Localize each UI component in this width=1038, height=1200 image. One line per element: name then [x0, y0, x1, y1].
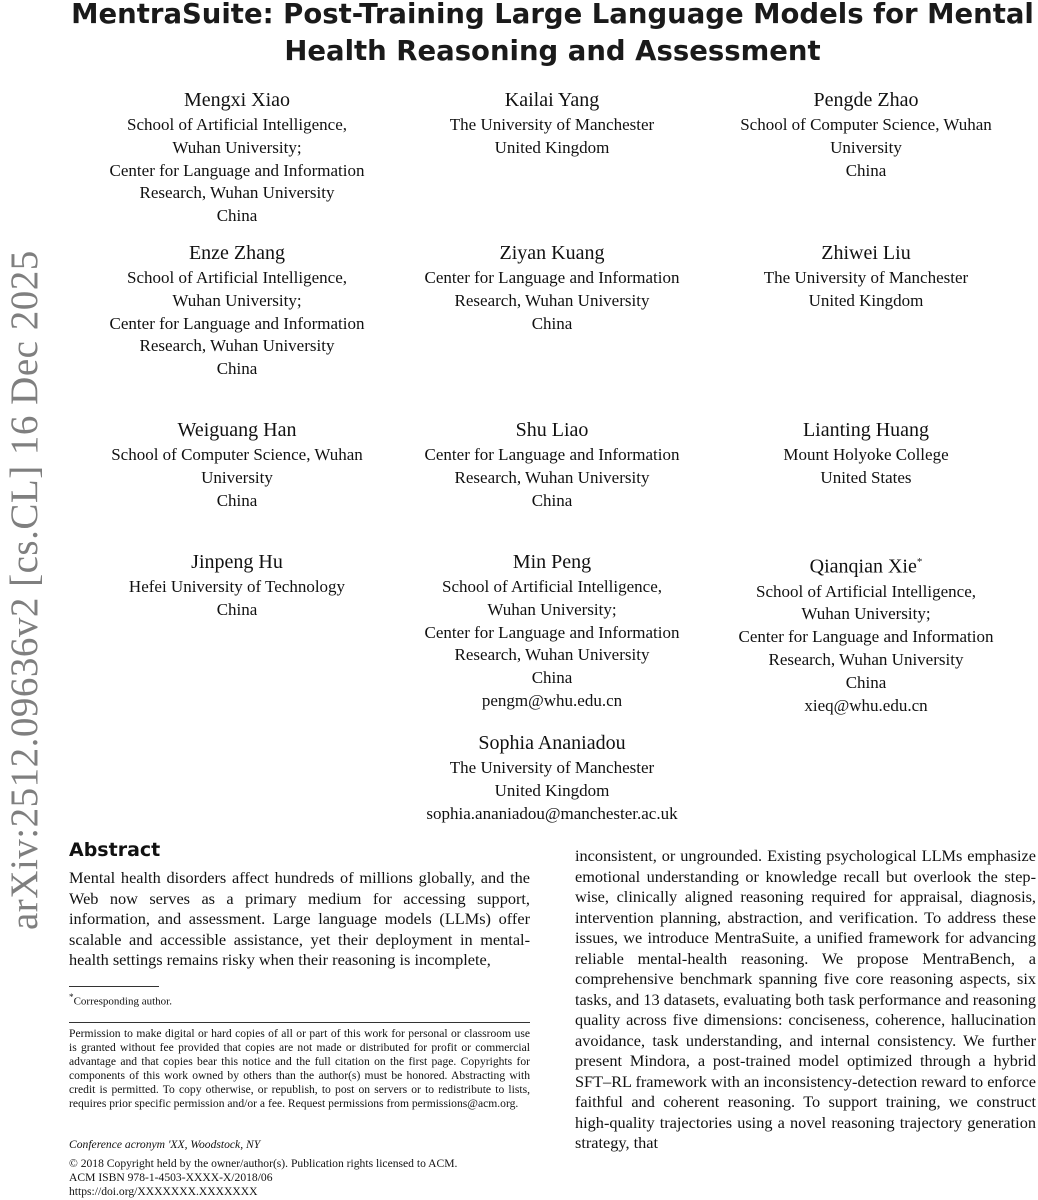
author-email: pengm@whu.edu.cn: [481, 690, 623, 710]
author-block: [392, 550, 712, 713]
author-name: Ziyan Kuang: [499, 242, 605, 264]
author-country: China: [216, 206, 258, 226]
copyright-line: © 2018 Copyright held by the owner/author(s). Publication rights licensed to ACM.: [69, 1157, 458, 1170]
author-name: Qianqian Xie*: [809, 555, 923, 578]
permission-rule: [69, 1022, 530, 1023]
author-country: China: [531, 668, 573, 688]
footnote: [69, 992, 172, 1008]
author-affiliation: Center for Language and Information: [738, 627, 994, 647]
author-block: [706, 241, 1026, 313]
author-name: Zhiwei Liu: [821, 242, 911, 264]
author-affiliation: The University of Manchester: [449, 758, 655, 777]
author-affiliation: School of Artificial Intelligence,: [756, 581, 976, 601]
isbn-line: ACM ISBN 978-1-4503-XXXX-X/2018/06: [69, 1171, 273, 1184]
author-affiliation: Center for Language and Information: [109, 313, 365, 333]
author-block: [77, 241, 397, 381]
author-affiliation: The University of Manchester: [763, 268, 969, 287]
author-name: Pengde Zhao: [813, 89, 919, 111]
author-country: China: [216, 599, 258, 619]
author-affiliation: Wuhan University;: [487, 599, 617, 619]
author-country: United Kingdom: [494, 137, 610, 157]
author-name: Shu Liao: [515, 419, 589, 441]
author-country: United Kingdom: [494, 780, 610, 800]
author-email: xieq@whu.edu.cn: [804, 695, 928, 715]
author-affiliation: Center for Language and Information: [424, 268, 680, 287]
abstract-heading: Abstract: [69, 839, 161, 861]
footnote-text: Corresponding author.: [73, 995, 172, 1008]
author-block: [392, 418, 712, 512]
author-affiliation: Research, Wuhan University: [768, 650, 964, 670]
author-affiliation: Center for Language and Information: [109, 160, 365, 180]
author-name: Sophia Ananiadou: [478, 732, 626, 754]
author-email: sophia.ananiadou@manchester.ac.uk: [426, 803, 678, 823]
author-affiliation: School of Computer Science, Wuhan: [740, 115, 992, 134]
author-affiliation: University: [201, 467, 273, 487]
author-affiliation: Research, Wuhan University: [454, 467, 650, 487]
corresponding-mark: *: [916, 556, 923, 568]
author-affiliation: Research, Wuhan University: [454, 290, 650, 310]
author-affiliation: University: [830, 137, 902, 157]
author-country: China: [845, 160, 887, 180]
author-affiliation: School of Artificial Intelligence,: [127, 268, 347, 287]
author-name: Enze Zhang: [188, 242, 286, 264]
arxiv-identifier: arXiv:2512.09636v2 [cs.CL] 16 Dec 2025: [3, 250, 46, 930]
footnote-mark: *: [69, 992, 74, 1002]
abstract-text-right: inconsistent, or ungrounded. Existing psychological LLMs emphasize emotional understanding or knowledge recall but overlook the step-wise, clinically aligned reasoning required for appraisal, diagnosis, intervention planning, abstraction, and verification. To address these issues, we introduce MentraSuite, a unified framework for advancing reliable mental-health reasoning. We propose MentraBench, a comprehensive benchmark spanning five core reasoning aspects, six tasks, and 13 datasets, evaluating both task performance and reasoning quality across five dimensions: conciseness, coherence, hallucination avoidance, task understanding, and internal consistency. We further present Mindora, a post-trained model optimized through a hybrid SFT–RL framework with an inconsistency-detection reward to enforce faithful and coherent reasoning. To support training, we construct high-quality trajectories using a novel reasoning trajectory generation strategy, that: [575, 846, 1037, 1152]
author-affiliation: Research, Wuhan University: [139, 183, 335, 203]
author-name: Jinpeng Hu: [191, 551, 283, 573]
author-affiliation: Wuhan University;: [801, 604, 931, 624]
author-affiliation: Research, Wuhan University: [454, 645, 650, 665]
author-affiliation: Hefei University of Technology: [128, 577, 346, 596]
author-block: [392, 731, 712, 825]
author-affiliation: The University of Manchester: [449, 115, 655, 134]
author-country: China: [216, 359, 258, 379]
author-block: [77, 550, 397, 622]
author-country: United Kingdom: [808, 290, 924, 310]
author-name: Mengxi Xiao: [183, 89, 291, 111]
author-block: [706, 418, 1026, 490]
author-affiliation: Center for Language and Information: [424, 445, 680, 464]
author-block: [392, 88, 712, 160]
author-name: Min Peng: [512, 551, 592, 573]
author-affiliation: School of Artificial Intelligence,: [442, 577, 662, 596]
author-country: China: [216, 490, 258, 510]
permission-notice: Permission to make digital or hard copies of all or part of this work for personal or classroom use is granted without fee provided that copies are not made or distributed for profit or commercial advantage and that copies bear this notice and the full citation on the first page. Copyrights for components of this work owned by others than the author(s) must be honored. Abstracting with credit is permitted. To copy otherwise, or republish, to post on servers or to redistribute to lists, requires prior specific permission and/or a fee. Request permissions from permissions@acm.org.: [69, 1027, 530, 1111]
author-affiliation: Wuhan University;: [172, 290, 302, 310]
author-affiliation: Mount Holyoke College: [783, 445, 949, 464]
author-country: United States: [820, 467, 912, 487]
author-country: China: [531, 490, 573, 510]
author-name: Lianting Huang: [802, 419, 930, 441]
author-country: China: [845, 672, 887, 692]
author-name: Weiguang Han: [177, 419, 297, 441]
author-affiliation: Center for Language and Information: [424, 622, 680, 642]
conference-line: Conference acronym 'XX, Woodstock, NY: [69, 1138, 261, 1151]
footnote-rule: [69, 986, 159, 987]
author-block: [77, 88, 397, 228]
author-affiliation: School of Artificial Intelligence,: [127, 115, 347, 134]
author-block: [392, 241, 712, 335]
paper-title: MentraSuite: Post-Training Large Language Models for Mental Health Reasoning and Assessment: [71, 0, 1034, 67]
author-affiliation: Wuhan University;: [172, 137, 302, 157]
author-name: Kailai Yang: [504, 89, 600, 111]
author-block: [706, 88, 1026, 182]
author-block: [77, 418, 397, 512]
author-block: [706, 550, 1026, 717]
author-affiliation: Research, Wuhan University: [139, 336, 335, 356]
abstract-text-left: Mental health disorders affect hundreds of millions globally, and the Web now serves as a primary medium for accessing support, information, and assessment. Large language models (LLMs) offer scalable and accessible assistance, yet their deployment in mental-health settings remains risky when their reasoning is incomplete,: [69, 868, 530, 969]
author-country: China: [531, 313, 573, 333]
author-affiliation: School of Computer Science, Wuhan: [111, 445, 363, 464]
doi-link[interactable]: https://doi.org/XXXXXXX.XXXXXXX: [69, 1185, 258, 1198]
